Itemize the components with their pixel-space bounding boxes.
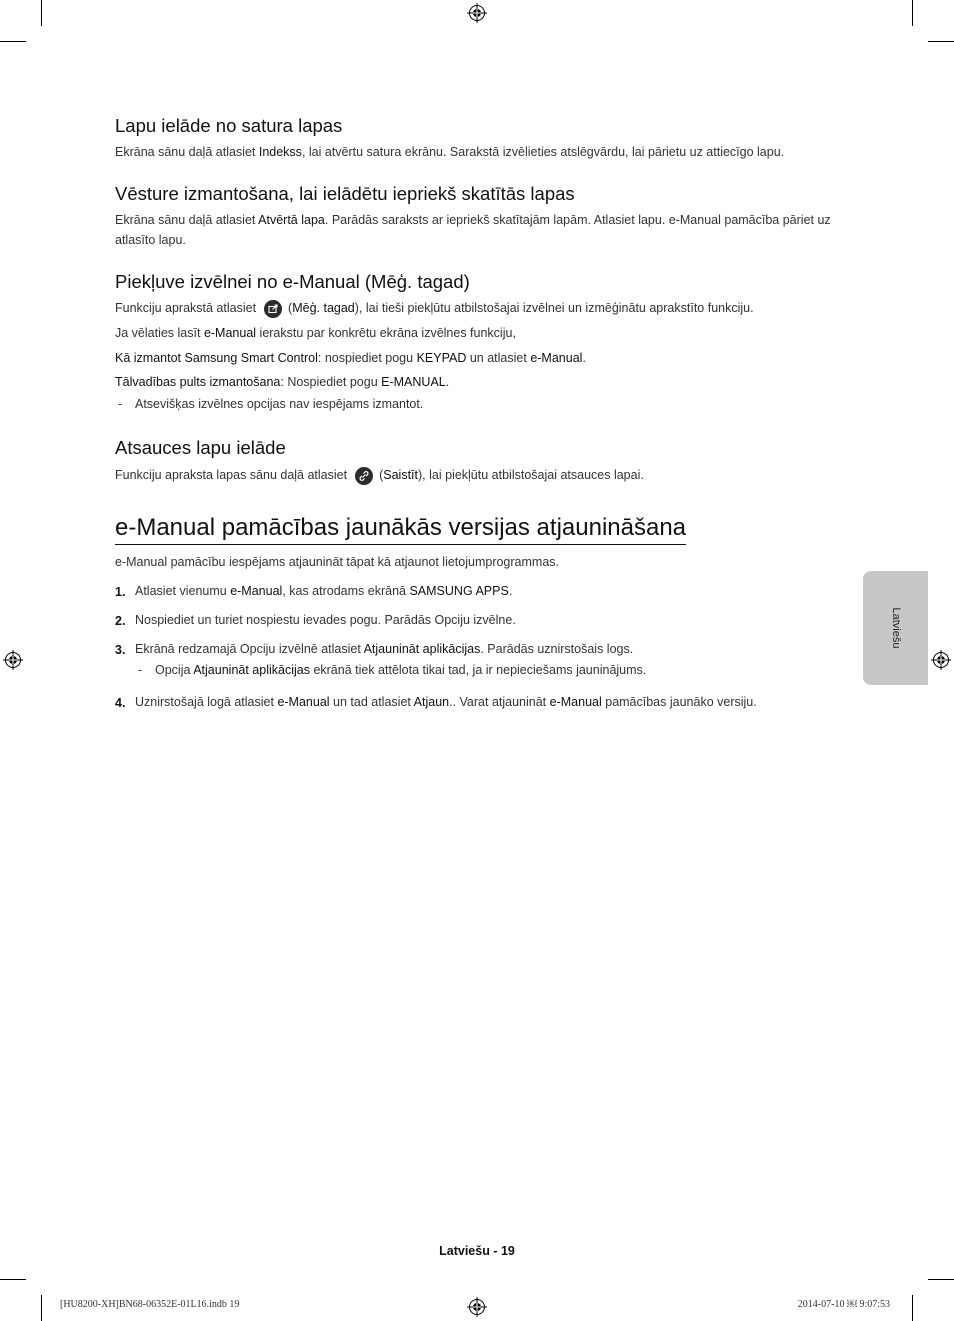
- crop-mark: [0, 1279, 26, 1280]
- menu-term: Mēģ. tagad: [292, 301, 355, 315]
- text: .: [445, 375, 450, 389]
- language-side-tab: [863, 571, 928, 685]
- menu-term: Atjaunināt aplikācijas: [363, 642, 481, 656]
- registration-mark-icon: [931, 650, 951, 670]
- menu-term: e-Manual: [549, 695, 602, 709]
- paragraph: [115, 348, 835, 368]
- paragraph: [115, 298, 835, 318]
- language-label: Latviešu: [889, 607, 902, 649]
- text: Ekrāna sānu daļā atlasiet: [115, 145, 259, 159]
- text: Opcija: [155, 663, 194, 677]
- note-dash: -: [118, 397, 123, 411]
- text: ekrānā tiek attēlota tikai tad, ja ir nepieciešams jauninājums.: [309, 663, 647, 677]
- text: un tad atlasiet: [329, 695, 414, 709]
- text: Funkciju aprakstā atlasiet: [115, 301, 257, 315]
- print-slug-right: 2014-07-10 ￼ 9:07:53: [797, 1299, 890, 1310]
- menu-term: e-Manual: [530, 351, 583, 365]
- menu-term: Saistīt: [383, 468, 419, 482]
- registration-mark-icon: [467, 1297, 487, 1317]
- text: un atlasiet: [466, 351, 531, 365]
- text: , lai atvērtu satura ekrānu. Sarakstā izvēlieties atslēgvārdu, lai pārietu uz attiecīgo lapu.: [301, 145, 785, 159]
- crop-mark: [928, 41, 954, 42]
- text: Ekrānā redzamajā Opciju izvēlnē atlasiet: [135, 642, 364, 656]
- text: : Nospiediet pogu: [280, 375, 382, 389]
- text: Atlasiet vienumu: [135, 584, 231, 598]
- paragraph: [115, 465, 835, 485]
- section-heading: Piekļuve izvēlnei no e-Manual (Mēģ. tagad): [115, 271, 470, 292]
- crop-mark: [41, 0, 42, 26]
- menu-term: Atvērtā lapa: [258, 213, 325, 227]
- menu-term: e-Manual: [203, 326, 257, 340]
- menu-term: e-Manual: [230, 584, 283, 598]
- text: Uznirstošajā logā atlasiet: [135, 695, 278, 709]
- crop-mark: [928, 1279, 954, 1280]
- menu-term: Atjaun.: [413, 695, 453, 709]
- section-heading: Lapu ielāde no satura lapas: [115, 115, 343, 136]
- page-footer: Latviešu - 19: [439, 1244, 515, 1258]
- paragraph: e-Manual pamācību iespējams atjaunināt tāpat kā atjaunot lietojumprogrammas.: [115, 555, 559, 569]
- step-number: 3.: [115, 643, 126, 657]
- button-name: E-MANUAL: [381, 375, 446, 389]
- text: pamācības jaunāko versiju.: [601, 695, 757, 709]
- text: ierakstu par konkrētu ekrāna izvēlnes funkciju,: [256, 326, 516, 340]
- text: (: [379, 468, 384, 482]
- step-text: Nospiediet un turiet nospiestu ievades pogu. Parādās Opciju izvēlne.: [135, 613, 516, 627]
- step-text: [135, 581, 835, 601]
- note-dash: -: [138, 663, 143, 677]
- crop-mark: [912, 0, 913, 26]
- text: ), lai piekļūtu atbilstošajai atsauces lapai.: [418, 468, 644, 482]
- text: . Varat atjaunināt: [452, 695, 550, 709]
- crop-mark: [912, 1295, 913, 1321]
- menu-term: e-Manual: [277, 695, 330, 709]
- paragraph: [115, 372, 835, 392]
- section-heading: Vēsture izmantošana, lai ielādētu iepriekš skatītās lapas: [115, 183, 575, 204]
- registration-mark-icon: [467, 3, 487, 23]
- note: Atsevišķas izvēlnes opcijas nav iespējams izmantot.: [135, 397, 424, 411]
- label: Kā izmantot Samsung Smart Control: [115, 351, 318, 365]
- note: [155, 663, 646, 677]
- label: Tālvadības pults izmantošana: [115, 375, 281, 389]
- text: ), lai tieši piekļūtu atbilstošajai izvēlnei un izmēģinātu aprakstīto funkciju.: [354, 301, 754, 315]
- text: (: [288, 301, 293, 315]
- print-slug-left: [HU8200-XH]BN68-06352E-01L16.indb 19: [60, 1299, 240, 1310]
- button-name: KEYPAD: [416, 351, 467, 365]
- step-number: 2.: [115, 614, 126, 628]
- chapter-heading: e-Manual pamācības jaunākās versijas atjaunināšana: [115, 514, 686, 545]
- step-text: [135, 692, 835, 712]
- text: . Parādās uznirstošais logs.: [480, 642, 634, 656]
- paragraph: [115, 210, 835, 250]
- menu-term: Atjaunināt aplikācijas: [193, 663, 310, 677]
- text: Ja vēlaties lasīt: [115, 326, 204, 340]
- step-number: 4.: [115, 696, 126, 710]
- text: .: [582, 351, 586, 365]
- menu-term: Indekss: [258, 145, 302, 159]
- link-icon: [355, 467, 373, 485]
- menu-term: SAMSUNG APPS: [409, 584, 509, 598]
- text: , kas atrodams ekrānā: [282, 584, 410, 598]
- text: .: [508, 584, 513, 598]
- step-number: 1.: [115, 585, 126, 599]
- section-heading: Atsauces lapu ielāde: [115, 437, 286, 458]
- registration-mark-icon: [3, 650, 23, 670]
- text: Ekrāna sānu daļā atlasiet: [115, 213, 259, 227]
- step-text: [135, 639, 835, 659]
- text: Funkciju apraksta lapas sānu daļā atlasiet: [115, 468, 348, 482]
- crop-mark: [41, 1295, 42, 1321]
- text: : nospiediet pogu: [317, 351, 417, 365]
- try-now-icon: [264, 300, 282, 318]
- text: . Parādās saraksts ar iepriekš skatītajām lapām. Atlasiet lapu. e-Manual pamācība pāriet uz atlasīto lapu.: [115, 213, 831, 247]
- paragraph: [115, 142, 835, 162]
- paragraph: [115, 323, 835, 343]
- crop-mark: [0, 41, 26, 42]
